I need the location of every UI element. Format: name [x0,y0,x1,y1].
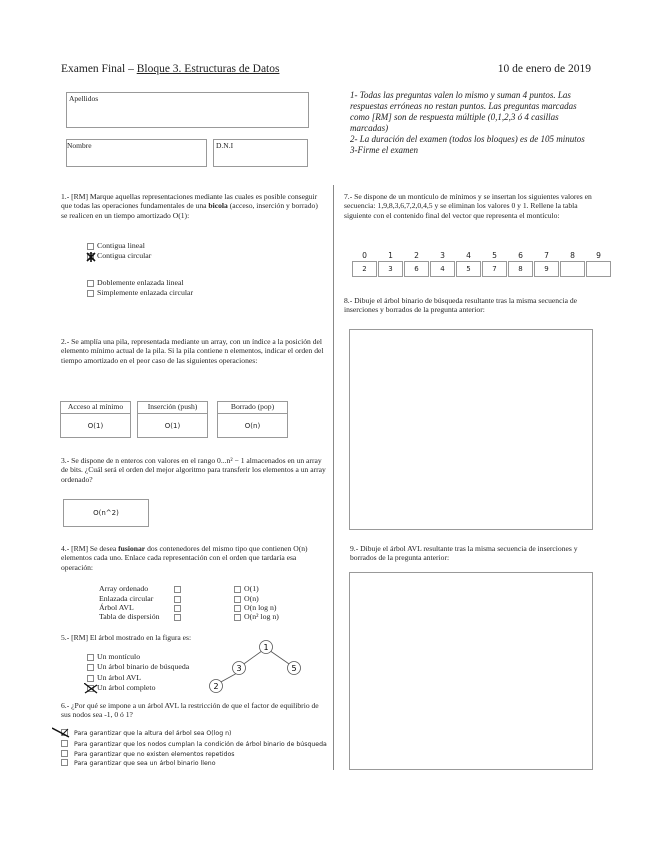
heap-cell[interactable]: 2 [352,261,377,277]
q5-option-3[interactable]: Un árbol AVL [87,673,141,683]
q6-option-1[interactable]: Para garantizar que la altura del árbol sea O(log n) [61,729,231,737]
q2-text: 2.- Se amplía una pila, representada mediante un array, con un índice a la posición del elemento mínimo actual de la pila. Si la pila contiene n elementos, indicar el orden del tiempo amortizado en el peor caso de las siguientes operaciones: [61,337,324,365]
heap-index: 9 [596,251,601,260]
heap-cell[interactable] [586,261,611,277]
heap-index: 4 [466,251,471,260]
cross-mark-icon [84,683,98,694]
title-underlined: Bloque 3. Estructuras de Datos [136,63,280,75]
instruction-3: 3-Firme el examen [350,144,418,155]
heap-cell[interactable]: 8 [508,261,533,277]
q6-option-2[interactable]: Para garantizar que los nodos cumplan la condición de árbol binario de búsqueda [61,740,327,748]
checkbox-marked[interactable] [87,685,94,692]
nombre-label: Nombre [67,141,92,150]
tree-node-label: 5 [291,664,297,673]
q9-text: 9.- Dibuje el árbol AVL resultante tras la misma secuencia de inserciones y borrados de la pregunta anterior: [350,544,578,563]
apellidos-label: Apellidos [69,94,99,103]
q4-left-1: Array ordenado [99,584,181,594]
q3-answer[interactable]: O(n^2) [63,499,149,527]
heap-index: 0 [362,251,367,260]
tree-node [260,641,273,654]
dni-field[interactable] [213,139,308,167]
link-checkbox[interactable] [234,586,241,593]
q5-text: 5.- [RM] El árbol mostrado en la figura es: [61,633,192,642]
q4-right-4[interactable]: O(n² log n) [234,612,279,622]
heap-cell[interactable]: 7 [482,261,507,277]
q2-header-3: Borrado (pop) [217,401,288,414]
link-checkbox[interactable] [174,596,181,603]
tree-node [288,662,301,675]
apellidos-field[interactable] [66,92,309,128]
q4-right-3[interactable]: O(n log n) [234,603,276,613]
q1-option-4[interactable]: Simplemente enlazada circular [87,288,193,298]
q1-text: 1.- [RM] Marque aquellas representaciones mediante las cuales es posible conseguir que todas las operaciones fundamentales de una bicola (acceso, inserción y borrado) se realicen en un tiempo amortizado O(1): [61,192,318,220]
q2-answer-1[interactable]: O(1) [60,413,131,438]
checkbox[interactable] [87,675,94,682]
instruction-1: 1- Todas las preguntas valen lo mismo y suman 4 puntos. Las respuestas erróneas no restan puntos. Las preguntas marcadas como [RM] son de respuesta múltiple (0,1,2,3 ó 4 casillas marcadas) [350,90,577,133]
q2-header-1: Acceso al mínimo [60,401,131,414]
heap-cell[interactable]: 5 [456,261,481,277]
q1-option-1[interactable]: Contigua lineal [87,241,145,251]
heap-cell[interactable]: 4 [430,261,455,277]
checkbox[interactable] [87,243,94,250]
heap-index: 7 [544,251,549,260]
checkbox[interactable] [87,290,94,297]
q5-option-4[interactable]: Un árbol completo [87,683,155,693]
q4-left-3: Árbol AVL [99,603,181,613]
q7-text: 7.- Se dispone de un montículo de mínimos y se insertan los siguientes valores en secuencia: 1,9,8,3,6,7,2,0,4,5 y se eliminan los valores 0 y 1. Rellene la tabla siguiente con el contenido final del vector que representa el montículo: [344,192,592,220]
cross-mark-icon [86,252,96,262]
q2-answer-3[interactable]: O(n) [217,413,288,438]
q4-text: 4.- [RM] Se desea fusionar dos contenedores del mismo tipo que contienen O(n) elementos cada uno. Enlace cada representación con el orden que tardaría esa operación: [61,544,308,572]
q5-tree-figure [200,637,310,695]
link-checkbox[interactable] [174,605,181,612]
q2-answer-2[interactable]: O(1) [137,413,208,438]
q9-drawing-area[interactable] [349,572,593,770]
tree-node-label: 2 [213,682,219,691]
link-checkbox[interactable] [174,614,181,621]
checkbox[interactable] [61,740,68,747]
heap-index: 5 [492,251,497,260]
q1-option-3[interactable]: Doblemente enlazada lineal [87,278,184,288]
exam-date: 10 de enero de 2019 [497,63,591,75]
checkbox[interactable] [61,759,68,766]
tree-node [210,680,223,693]
link-checkbox[interactable] [234,605,241,612]
tree-node [233,662,246,675]
heap-index: 8 [570,251,575,260]
q8-drawing-area[interactable] [349,329,593,530]
checkbox[interactable] [87,280,94,287]
instructions [350,90,595,156]
heap-index: 1 [388,251,393,260]
link-checkbox[interactable] [174,586,181,593]
cross-mark-icon [52,726,70,738]
q2-header-2: Inserción (push) [137,401,208,414]
heap-index: 3 [440,251,445,260]
link-checkbox[interactable] [234,614,241,621]
nombre-field[interactable] [66,139,207,167]
dni-label: D.N.I [216,141,234,150]
q6-option-4[interactable]: Para garantizar que sea un árbol binario lleno [61,759,216,767]
heap-index: 2 [414,251,419,260]
tree-node-label: 3 [236,664,242,673]
heap-cell[interactable]: 3 [378,261,403,277]
instruction-2: 2- La duración del examen (todos los bloques) es de 105 minutos [350,133,585,144]
q6-text: 6.- ¿Por qué se impone a un árbol AVL la restricción de que el factor de equilibrio de sus nodos sea -1, 0 ó 1? [61,701,319,720]
checkbox-marked[interactable] [87,253,94,260]
q4-right-1[interactable]: O(1) [234,584,259,594]
checkbox[interactable] [87,654,94,661]
q1-option-2[interactable]: Contigua circular [87,251,151,261]
q5-option-1[interactable]: Un montículo [87,652,140,662]
q5-option-2[interactable]: Un árbol binario de búsqueda [87,662,189,672]
q3-text: 3.- Se dispone de n enteros con valores en el rango 0...n² − 1 almacenados en un array de bits. ¿Cuál será el orden del mejor algoritmo para transferir los elementos a un array ordenado? [61,456,326,484]
title-plain: Examen Final – [61,63,137,75]
column-divider [333,185,334,770]
exam-title [61,62,279,76]
q4-right-2[interactable]: O(n) [234,594,259,604]
q4-left-4: Tabla de dispersión [99,612,181,622]
checkbox[interactable] [87,664,94,671]
heap-cell[interactable]: 6 [404,261,429,277]
heap-cell[interactable] [560,261,585,277]
link-checkbox[interactable] [234,596,241,603]
heap-cell[interactable]: 9 [534,261,559,277]
tree-node-label: 1 [263,643,269,652]
q8-text: 8.- Dibuje el árbol binario de búsqueda resultante tras la misma secuencia de inserciones y borrados de la pregunta anterior: [344,296,578,315]
q4-left-2: Enlazada circular [99,594,181,604]
checkbox-marked[interactable] [61,729,68,736]
q6-option-3[interactable]: Para garantizar que no existen elementos repetidos [61,750,234,758]
heap-index: 6 [518,251,523,260]
checkbox[interactable] [61,750,68,757]
